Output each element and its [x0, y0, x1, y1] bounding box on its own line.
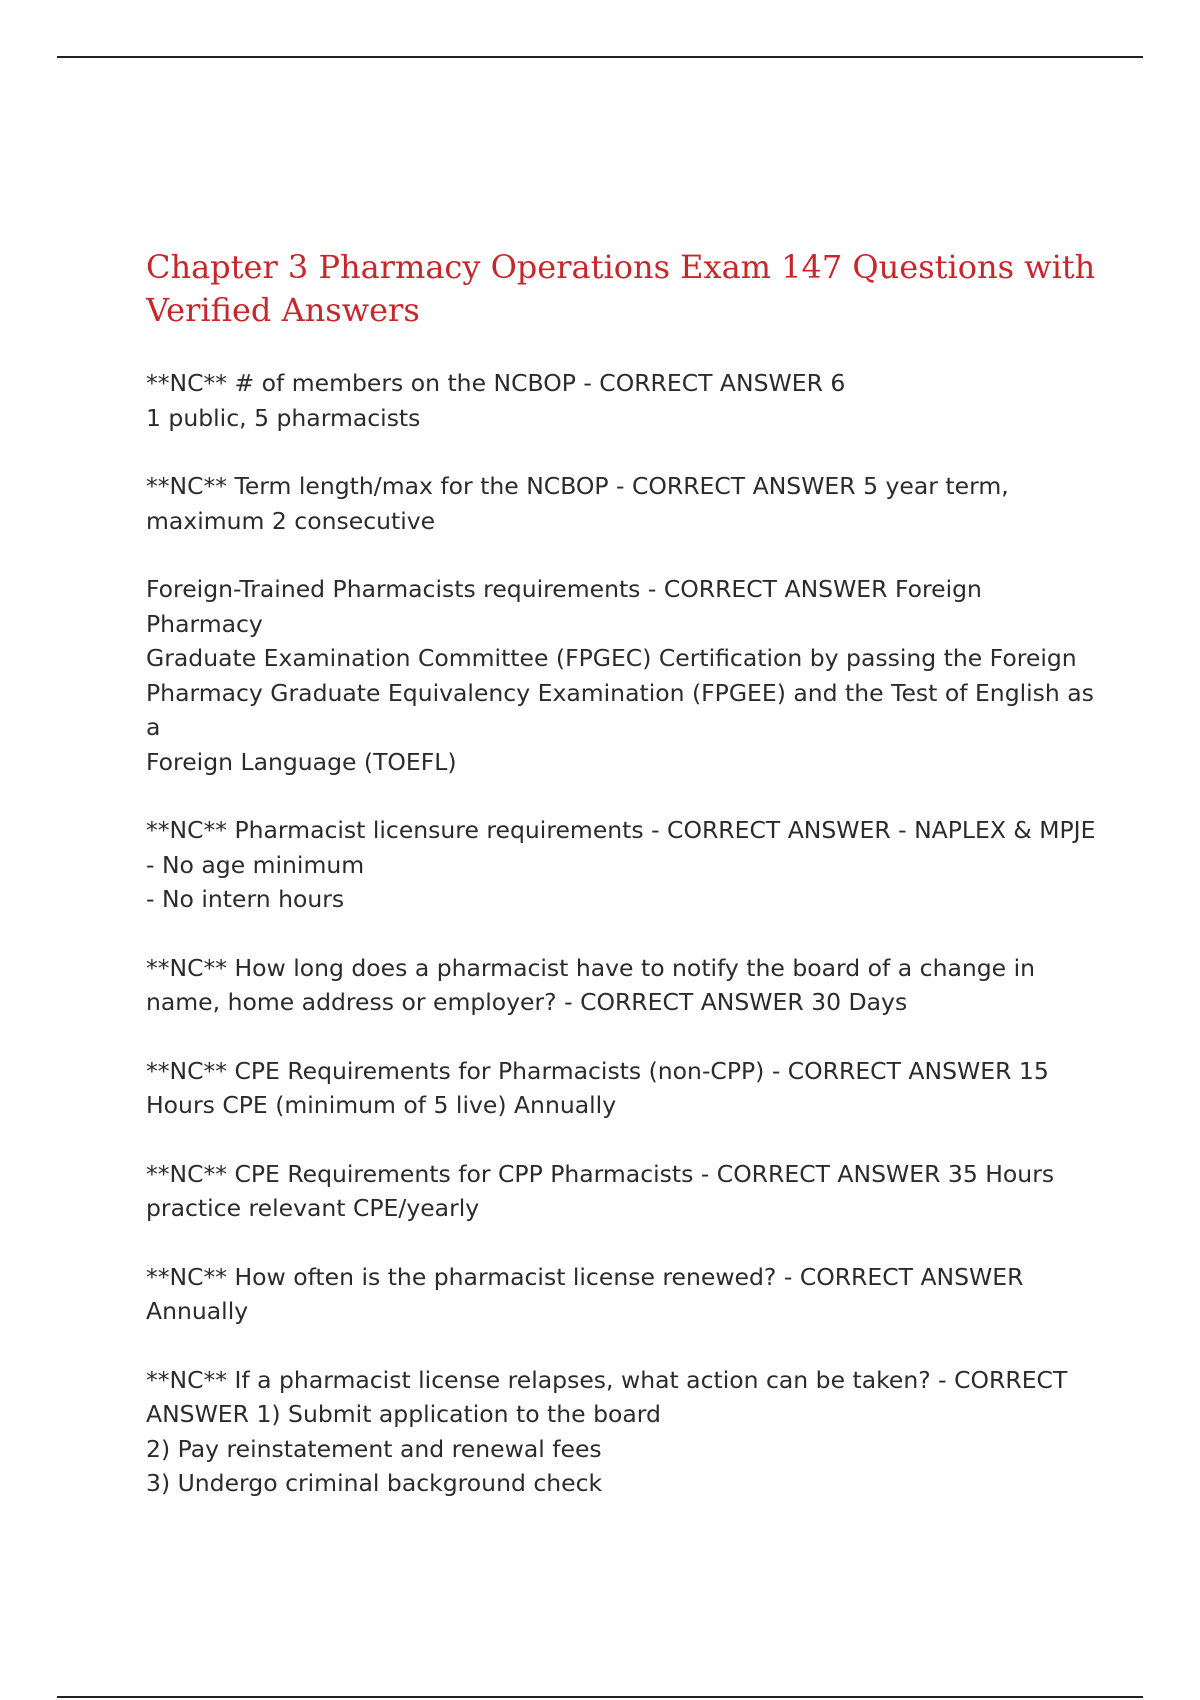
header-rule	[57, 56, 1143, 58]
qa-item: **NC** CPE Requirements for Pharmacists (non-CPP) - CORRECT ANSWER 15 Hours CPE (minimum of 5 live) Annually	[146, 1056, 1049, 1119]
qa-item: **NC** How often is the pharmacist license renewed? - CORRECT ANSWER Annually	[146, 1262, 1024, 1325]
document-title: Chapter 3 Pharmacy Operations Exam 147 Questions with Verified Answers	[146, 248, 1096, 329]
document-body	[146, 246, 1096, 1535]
footer-rule	[57, 1696, 1143, 1698]
qa-item: **NC** Term length/max for the NCBOP - CORRECT ANSWER 5 year term, maximum 2 consecutive	[146, 472, 1009, 535]
qa-item: **NC** CPE Requirements for CPP Pharmacists - CORRECT ANSWER 35 Hours practice relevant CPE/yearly	[146, 1159, 1055, 1222]
qa-item: **NC** How long does a pharmacist have to notify the board of a change in name, home address or employer? - CORRECT ANSWER 30 Days	[146, 953, 1036, 1016]
qa-item: **NC** Pharmacist licensure requirements - CORRECT ANSWER - NAPLEX & MPJE - No age minimum - No intern hours	[146, 816, 1096, 913]
qa-item: **NC** If a pharmacist license relapses, what action can be taken? - CORRECT ANSWER 1) Submit application to the board 2) Pay reinstatement and renewal fees 3) Undergo criminal background check	[146, 1365, 1068, 1497]
qa-item: **NC** # of members on the NCBOP - CORRECT ANSWER 6 1 public, 5 pharmacists	[146, 369, 846, 432]
qa-item: Foreign-Trained Pharmacists requirements - CORRECT ANSWER Foreign Pharmacy Graduate Examination Committee (FPGEC) Certification by passing the Foreign Pharmacy Graduate Equivalency Examination (FPGEE) and the Test of English as a Foreign Language (TOEFL)	[146, 575, 1094, 776]
